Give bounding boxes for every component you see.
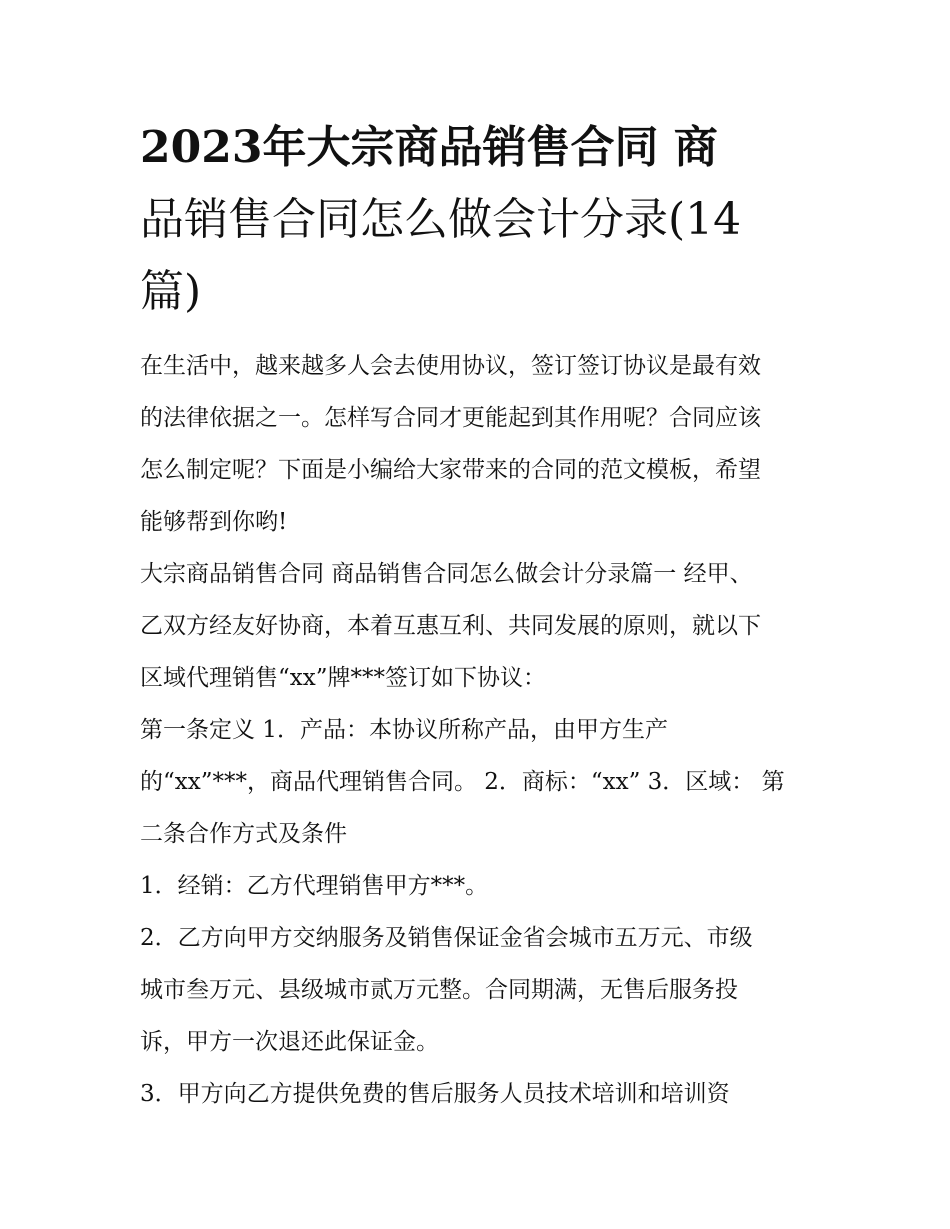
text-line: 二条合作方式及条件 [140,821,347,847]
text-line: 第一条定义 1．产品：本协议所称产品，由甲方生产 [140,717,668,743]
text-line: 3．甲方向乙方提供免费的售后服务人员技术培训和培训资 [140,1081,730,1107]
title-line: 2023年大宗商品销售合同 商 [140,122,718,173]
agreement-paragraph [140,548,820,704]
text-line: 的法律依据之一。怎样写合同才更能起到其作用呢？合同应该 [140,405,761,431]
text-line: 的“xx”***，商品代理销售合同。 2．商标：“xx” 3．区域： 第 [140,769,785,795]
text-line: 城市叁万元、县级城市贰万元整。合同期满，无售后服务投 [140,977,738,1003]
text-line: 1．经销：乙方代理销售甲方***。 [140,873,489,899]
text-line: 乙双方经友好协商，本着互惠互利、共同发展的原则，就以下 [140,613,761,639]
clause-3-paragraph [140,1068,820,1120]
text-line: 区域代理销售“xx”牌***签订如下协议： [140,665,546,691]
clause-1-paragraph [140,860,820,912]
intro-paragraph [140,340,820,548]
title-line: 品销售合同怎么做会计分录(14 [140,194,742,245]
document-title [140,112,820,328]
text-line: 怎么制定呢？下面是小编给大家带来的合同的范文模板，希望 [140,457,761,483]
title-line: 篇) [140,266,202,317]
text-line: 诉，甲方一次退还此保证金。 [140,1029,439,1055]
text-line: 在生活中，越来越多人会去使用协议，签订签订协议是最有效 [140,353,761,379]
clause-2-paragraph [140,912,820,1068]
text-line: 能够帮到你哟! [140,509,288,535]
article-one-paragraph [140,704,820,860]
text-line: 大宗商品销售合同 商品销售合同怎么做会计分录篇一 经甲、 [140,561,753,587]
text-line: 2．乙方向甲方交纳服务及销售保证金省会城市五万元、市级 [140,925,753,951]
document-page [140,112,820,1120]
